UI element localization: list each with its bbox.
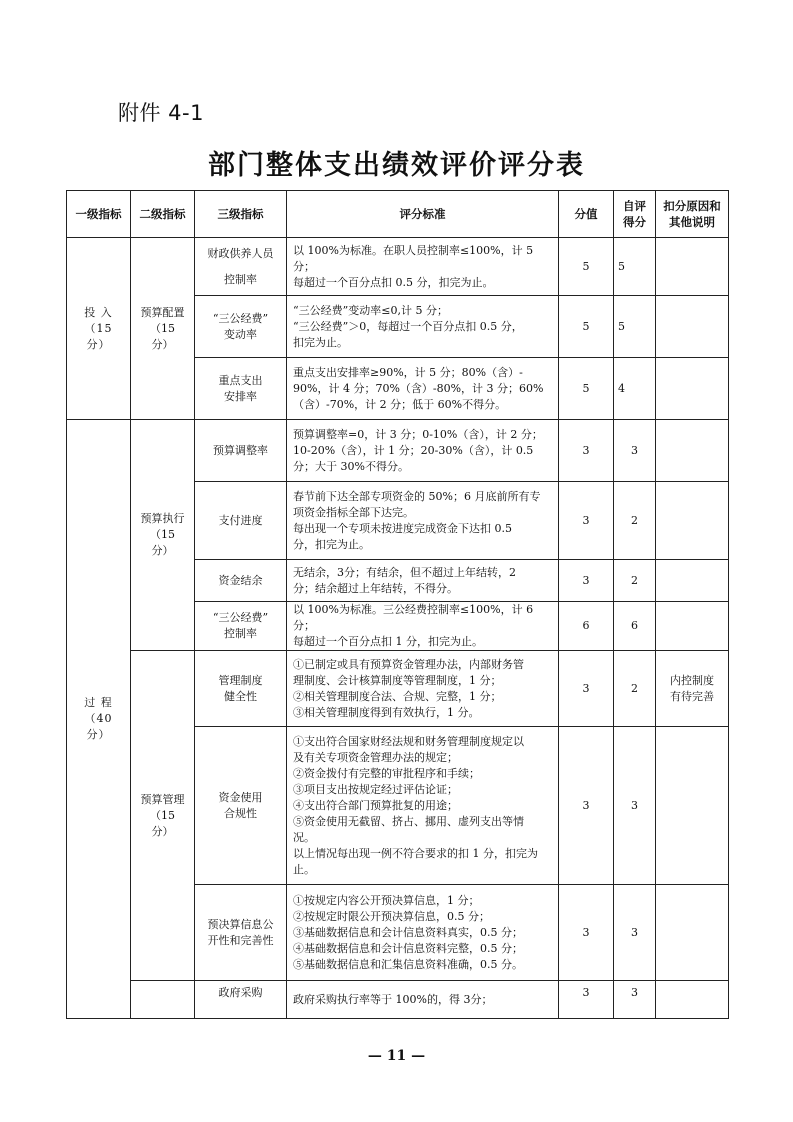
note-cell [656, 602, 729, 651]
criteria-cell: ①已制定或具有预算资金管理办法，内部财务管 理制度、会计核算制度等管理制度，1 分； ②相关管理制度合法、合规、完整，1 分； ③相关管理制度得到有效执行，1 分。 [287, 651, 559, 727]
criteria-cell: 以 100%为标准。三公经费控制率≤100%，计 6 分； 每超过一个百分点扣 1 分，扣完为止。 [287, 602, 559, 651]
table-row [67, 981, 729, 1019]
table-row [67, 651, 729, 727]
score-cell: 5 [559, 296, 614, 358]
note-cell [656, 885, 729, 981]
score-cell: 3 [559, 420, 614, 482]
score-cell: 3 [559, 482, 614, 560]
self-score-cell: 2 [614, 482, 656, 560]
header-level1: 一级指标 [67, 191, 131, 238]
score-cell: 3 [559, 981, 614, 1019]
score-cell: 5 [559, 358, 614, 420]
level2-budget-allocation: 预算配置 （15 分） [131, 238, 195, 420]
criteria-cell: 预算调整率=0，计 3 分；0-10%（含），计 2 分； 10-20%（含），计 1 分；20-30%（含），计 0.5 分；大于 30%不得分。 [287, 420, 559, 482]
header-level2: 二级指标 [131, 191, 195, 238]
header-score: 分值 [559, 191, 614, 238]
criteria-cell: ①按规定内容公开预决算信息，1 分； ②按规定时限公开预决算信息，0.5 分； ③基础数据信息和会计信息资料真实，0.5 分； ④基础数据信息和会计信息资料完整，0.5 分； ⑤基础数据信息和汇集信息资料准确，0.5 分。 [287, 885, 559, 981]
level2-budget-execution: 预算执行 （15 分） [131, 420, 195, 651]
criteria-cell: 政府采购执行率等于 100%的，得 3分； [287, 981, 559, 1019]
evaluation-table [66, 190, 729, 1019]
note-cell [656, 238, 729, 296]
indicator-cell: 预算调整率 [195, 420, 287, 482]
indicator-cell: 重点支出 安排率 [195, 358, 287, 420]
note-cell [656, 296, 729, 358]
level2-empty-cell [131, 981, 195, 1019]
note-cell: 内控制度 有待完善 [656, 651, 729, 727]
indicator-cell: 支付进度 [195, 482, 287, 560]
header-criteria: 评分标准 [287, 191, 559, 238]
header-deduction: 扣分原因和 其他说明 [656, 191, 729, 238]
score-cell: 3 [559, 727, 614, 885]
page-number: — 11 — [367, 1048, 426, 1064]
score-cell: 3 [559, 885, 614, 981]
self-score-cell: 3 [614, 420, 656, 482]
table-row [67, 238, 729, 296]
criteria-cell: 以 100%为标准。在职人员控制率≤100%，计 5 分； 每超过一个百分点扣 0.5 分，扣完为止。 [287, 238, 559, 296]
self-score-cell: 6 [614, 602, 656, 651]
note-cell [656, 727, 729, 885]
indicator-cell: “三公经费” 控制率 [195, 602, 287, 651]
indicator-cell: 资金使用 合规性 [195, 727, 287, 885]
note-cell [656, 358, 729, 420]
score-cell: 6 [559, 602, 614, 651]
level1-process: 过 程 （40 分） [67, 420, 131, 1019]
level1-input: 投 入 （15 分） [67, 238, 131, 420]
self-score-cell: 3 [614, 727, 656, 885]
self-score-cell: 2 [614, 560, 656, 602]
criteria-cell: 春节前下达全部专项资金的 50%；6 月底前所有专 项资金指标全部下达完。 每出现一个专项未按进度完成资金下达扣 0.5 分，扣完为止。 [287, 482, 559, 560]
indicator-cell: 财政供养人员 控制率 [195, 238, 287, 296]
self-score-cell: 2 [614, 651, 656, 727]
score-cell: 3 [559, 651, 614, 727]
self-score-cell: 3 [614, 981, 656, 1019]
note-cell [656, 560, 729, 602]
self-score-cell: 5 [614, 238, 656, 296]
criteria-cell: 无结余，3分；有结余，但不超过上年结转，2 分；结余超过上年结转，不得分。 [287, 560, 559, 602]
header-level3: 三级指标 [195, 191, 287, 238]
self-score-cell: 4 [614, 358, 656, 420]
table-row [67, 420, 729, 482]
self-score-cell: 3 [614, 885, 656, 981]
criteria-cell: “三公经费”变动率≤0,计 5 分； “三公经费”＞0，每超过一个百分点扣 0.5 分， 扣完为止。 [287, 296, 559, 358]
attachment-label: 附件 4-1 [118, 101, 204, 125]
criteria-cell: ①支出符合国家财经法规和财务管理制度规定以 及有关专项资金管理办法的规定； ②资金拨付有完整的审批程序和手续； ③项目支出按规定经过评估论证； ④支出符合部门预算批复的用途； ⑤资金使用无截留、挤占、挪用、虚列支出等情 况。 以上情况每出现一例不符合要求的扣 1 分，扣完为 止。 [287, 727, 559, 885]
indicator-cell: “三公经费” 变动率 [195, 296, 287, 358]
header-row [67, 191, 729, 238]
score-cell: 3 [559, 560, 614, 602]
level2-budget-management: 预算管理 （15 分） [131, 651, 195, 981]
note-cell [656, 482, 729, 560]
note-cell [656, 420, 729, 482]
indicator-cell: 管理制度 健全性 [195, 651, 287, 727]
indicator-cell: 资金结余 [195, 560, 287, 602]
score-cell: 5 [559, 238, 614, 296]
self-score-cell: 5 [614, 296, 656, 358]
page-title: 部门整体支出绩效评价评分表 [208, 150, 585, 181]
criteria-cell: 重点支出安排率≥90%，计 5 分；80%（含）- 90%，计 4 分；70%（含）-80%，计 3 分；60% （含）-70%，计 2 分；低于 60%不得分。 [287, 358, 559, 420]
indicator-cell: 预决算信息公 开性和完善性 [195, 885, 287, 981]
note-cell [656, 981, 729, 1019]
indicator-cell: 政府采购 [195, 981, 287, 1019]
header-self-score: 自评 得分 [614, 191, 656, 238]
